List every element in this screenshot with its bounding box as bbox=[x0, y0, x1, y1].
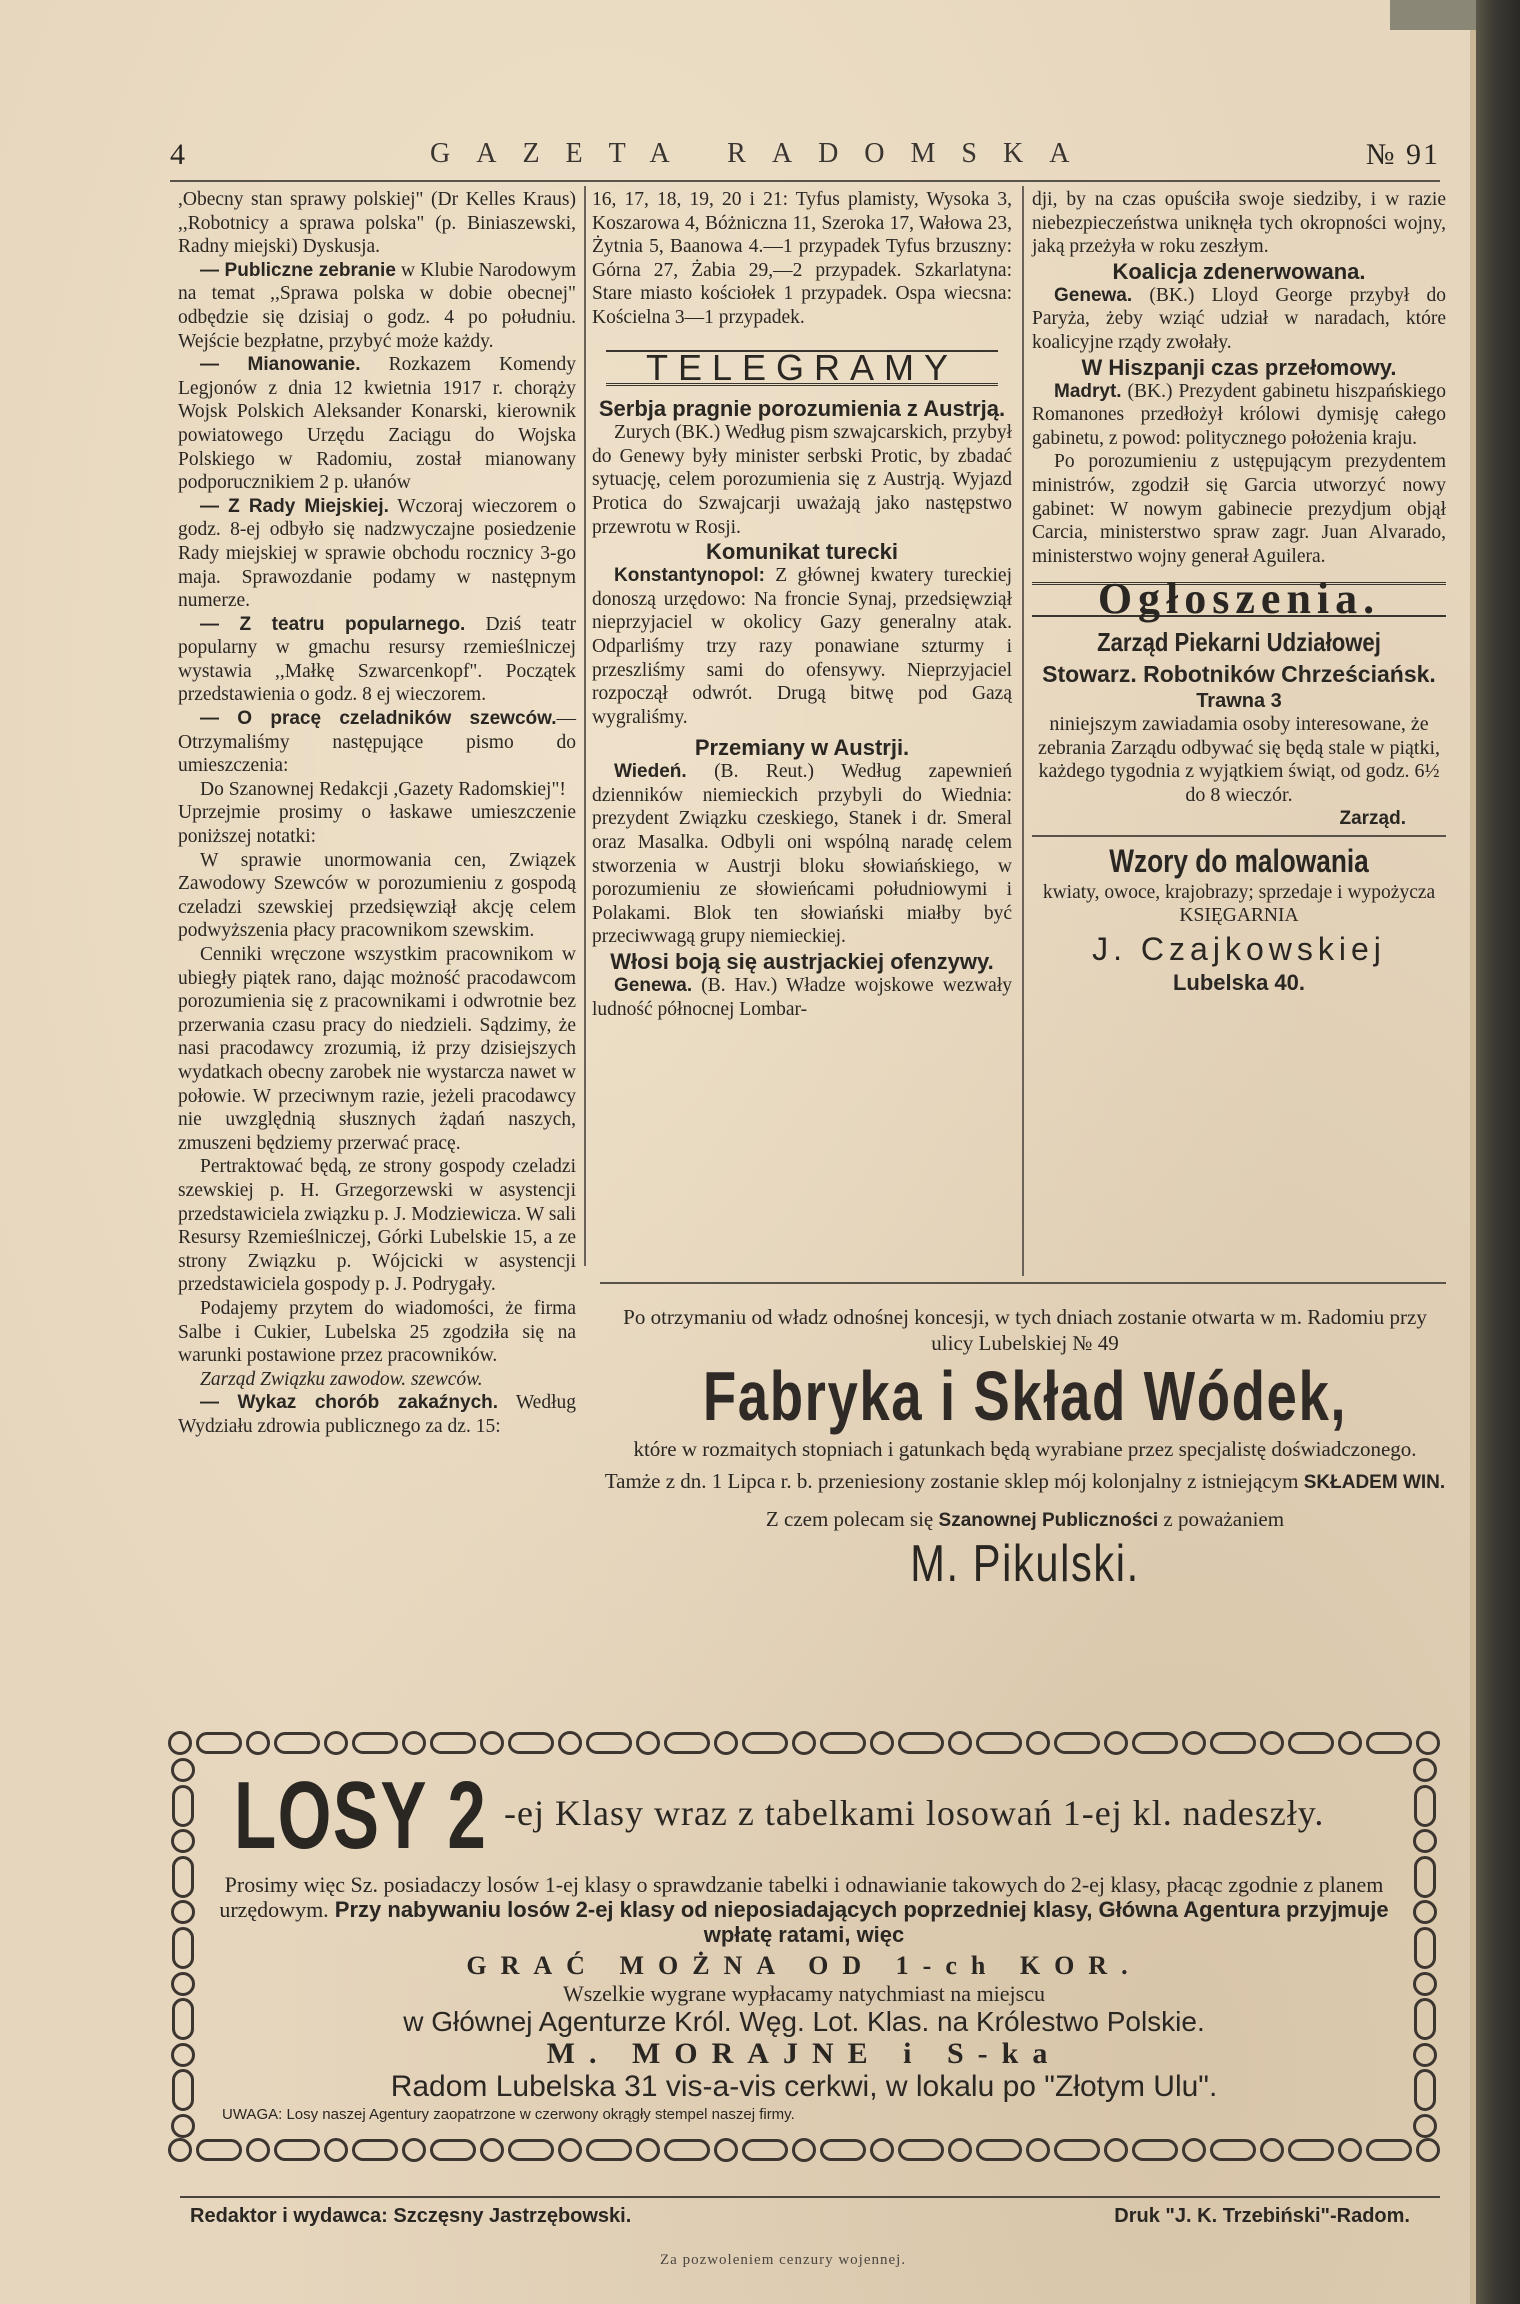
paragraph: Według Wydziału zdrowia publicznego za dz. 15: bbox=[178, 1392, 576, 1437]
chain-link bbox=[168, 2138, 192, 2162]
chain-link bbox=[171, 1900, 195, 1924]
paragraph: Do Szanownej Redakcji ,Gazety Radomskiej"! bbox=[200, 778, 566, 800]
paragraph: Z głównej kwatery tureckiej donoszą urzędowo: Na froncie Synaj, przedsięwziął nieprzyjaciel w okolicy Gazy generalny atak. Odparliśmy trzy razy ponawiane szturmy i przeszliśmy sami do ofensywy. Nieprzyjaciel rozpoczął odwrót. Drugą bitwę pod Gazą wygraliśmy. bbox=[592, 565, 1012, 728]
paragraph: w Klubie Narodowym na temat ,,Sprawa polska w dobie obecnej" odbędzie się dzisiaj o godz. 4 po południu. Wejście bezpłatne, przybyć może każdy. bbox=[178, 259, 576, 352]
page-number: 4 bbox=[170, 138, 187, 171]
headline: — Z teatru popularnego. bbox=[200, 613, 466, 635]
chain-link bbox=[1026, 2138, 1050, 2162]
chain-link bbox=[402, 2138, 426, 2162]
chain-link bbox=[402, 1731, 426, 1755]
chain-link bbox=[1413, 1758, 1437, 1782]
chain-link bbox=[586, 1732, 632, 1754]
ad-address: Trawna 3 bbox=[1196, 689, 1282, 712]
ad-description: które w rozmaitych stopniach i gatunkach będą wyrabiane przez specjalistę doświadczonego. bbox=[633, 1437, 1417, 1461]
dateline: Genewa. bbox=[1054, 284, 1133, 306]
section-title-telegramy: TELEGRAMY bbox=[606, 350, 998, 387]
chain-link bbox=[324, 2138, 348, 2162]
chain-link bbox=[1414, 2069, 1436, 2111]
chain-link bbox=[948, 1731, 972, 1755]
headline: — Wykaz chorób zakaźnych. bbox=[200, 1392, 499, 1414]
chain-link bbox=[1413, 2043, 1437, 2067]
chain-link bbox=[1104, 2138, 1128, 2162]
chain-link bbox=[1414, 1856, 1436, 1898]
ad-body: kwiaty, owoce, krajobrazy; sprzedaje i wypożycza bbox=[1042, 881, 1436, 903]
ad-signature: Zarząd. bbox=[1339, 808, 1406, 830]
paragraph: Wczoraj wieczorem o godz. 8-ej odbyło się nadzwyczajne posiedzenie Rady miejskiej w sprawie obchodu rocznicy 3-go maja. Sprawozdanie podamy w następnym numerze. bbox=[178, 495, 576, 612]
article-mianowanie bbox=[178, 353, 576, 495]
chain-link bbox=[246, 2138, 270, 2162]
chain-link bbox=[976, 2139, 1022, 2161]
chain-link bbox=[1414, 1927, 1436, 1969]
article-praca bbox=[178, 707, 576, 778]
chain-link bbox=[1054, 1732, 1100, 1754]
chain-link bbox=[1132, 1732, 1178, 1754]
chain-link bbox=[1338, 2138, 1362, 2162]
chain-link bbox=[586, 2139, 632, 2161]
chain-link bbox=[172, 1998, 194, 2040]
chain-link bbox=[352, 1732, 398, 1754]
chain-link bbox=[558, 1731, 582, 1755]
headline: — O pracę czeladników szewców. bbox=[200, 708, 557, 730]
chain-link bbox=[1182, 2138, 1206, 2162]
chain-link bbox=[742, 1732, 788, 1754]
chain-link bbox=[172, 1785, 194, 1827]
issue-number: № 91 bbox=[1365, 138, 1440, 171]
article-wlosi bbox=[592, 974, 1012, 1021]
paragraph: dji, by na czas opuściła swoje siedziby, i w razie niebezpieczeństwa uniknęła tych okropności wojny, jaką przeżyła w roku zeszłym. bbox=[1032, 189, 1446, 258]
article-koalicja bbox=[1032, 284, 1446, 355]
losy-firm: M. MORAJNE i S-ka bbox=[546, 2037, 1062, 2070]
chain-link bbox=[1416, 1731, 1440, 1755]
chain-link bbox=[1260, 2138, 1284, 2162]
ad-subtitle: Stowarz. Robotników Chrześciańsk. bbox=[1042, 660, 1436, 687]
chain-border-left bbox=[168, 1758, 198, 2138]
chain-link bbox=[324, 1731, 348, 1755]
paragraph: Dziś teatr popularny w gmachu resursy rzemieślniczej wystawia ,,Małkę Szwarcenkopf". Początek przedstawienia o godz. 8 ej wieczorem. bbox=[178, 613, 576, 706]
chain-link bbox=[1026, 1731, 1050, 1755]
chain-link bbox=[1182, 1731, 1206, 1755]
chain-link bbox=[171, 2043, 195, 2067]
column-rule bbox=[1022, 186, 1024, 1276]
chain-link bbox=[171, 2114, 195, 2138]
chain-link bbox=[714, 1731, 738, 1755]
ad-title: Fabryka i Skład Wódek, bbox=[702, 1357, 1348, 1435]
losy-grac: GRAĆ MOŻNA OD 1-ch KOR. bbox=[466, 1951, 1142, 1980]
chain-link bbox=[1260, 1731, 1284, 1755]
headline: Komunikat turecki bbox=[706, 539, 898, 565]
chain-link bbox=[714, 2138, 738, 2162]
fabryka-ad bbox=[600, 1304, 1450, 1594]
chain-link bbox=[742, 2139, 788, 2161]
chain-link bbox=[480, 2138, 504, 2162]
signature: Zarząd Związku zawodow. szewców. bbox=[200, 1368, 483, 1390]
headline: — Publiczne zebranie bbox=[200, 259, 396, 281]
ad-title: Zarząd Piekarni Udziałowej bbox=[1097, 626, 1381, 657]
paragraph: W sprawie unormowania cen, Związek Zawodowy Szewców w porozumieniu z gospodą czeladzi szewskiej przedsięwziął akcję celem podwyższenia płacy pracownikom szewskim. bbox=[178, 849, 576, 942]
column-1 bbox=[178, 188, 576, 1438]
paragraph: Po porozumieniu z ustępującym prezydentem ministrów, zgodził się Garcia utworzyć nowy gabinet: W nowym gabinecie prezydjum objął Carcia, ministerstwo spraw zagr. Juan Alvarado, ministerstwo wojny generał Aguilera. bbox=[1032, 451, 1446, 567]
chain-link bbox=[820, 1732, 866, 1754]
headline: — Mianowanie. bbox=[200, 354, 361, 376]
dateline: Wiedeń. bbox=[614, 761, 687, 783]
paragraph: ,Obecny stan sprawy polskiej" (Dr Kelles Kraus) ,,Robotnicy a sprawa polska" (p. Biniaszewski, Radny miejski) Dyskusja. bbox=[178, 189, 576, 258]
chain-link bbox=[1413, 1829, 1437, 1853]
text: Tamże z dn. 1 Lipca r. b. przeniesiony zostanie sklep mój kolonjalny z istniejącym bbox=[604, 1469, 1304, 1493]
chain-link bbox=[898, 1732, 944, 1754]
article-zebranie bbox=[178, 259, 576, 353]
chain-link bbox=[171, 1758, 195, 1782]
footer-rule bbox=[180, 2196, 1440, 2198]
headline: — Z Rady Miejskiej. bbox=[200, 495, 389, 517]
chain-link bbox=[1413, 2114, 1437, 2138]
chain-link bbox=[664, 2139, 710, 2161]
section-title-ogloszenia: Ogłoszenia. bbox=[1032, 582, 1446, 617]
losy-ad bbox=[168, 1728, 1440, 2165]
dateline: Konstantynopol: bbox=[614, 565, 765, 587]
printer-credit: Druk "J. K. Trzebiński"-Radom. bbox=[1114, 2205, 1410, 2227]
dateline: Madryt. bbox=[1054, 380, 1122, 402]
paragraph: Uprzejmie prosimy o łaskawe umieszczenie poniższej notatki: bbox=[178, 802, 576, 848]
article-teatr bbox=[178, 613, 576, 707]
chain-link bbox=[976, 1732, 1022, 1754]
chain-link bbox=[1414, 1785, 1436, 1827]
paragraph: Wszelkie wygrane wypłacamy natychmiast na miejscu bbox=[563, 1981, 1045, 2006]
losy-address: Radom Lubelska 31 vis-a-vis cerkwi, w lokalu po "Złotym Ulu". bbox=[390, 2070, 1218, 2103]
article-przemiany bbox=[592, 760, 1012, 949]
chain-link bbox=[352, 2139, 398, 2161]
chain-link bbox=[274, 2139, 320, 2161]
chain-link bbox=[1288, 2139, 1334, 2161]
chain-link bbox=[664, 1732, 710, 1754]
chain-link bbox=[508, 2139, 554, 2161]
chain-link bbox=[1413, 1972, 1437, 1996]
chain-link bbox=[1104, 1731, 1128, 1755]
paragraph: Rozkazem Komendy Legjonów z dnia 12 kwietnia 1917 r. chorąży Wojsk Polskich Aleksander Konarski, kierownik powiatowego Urzędu Zaciągu do Wojska Polskiego w Radomiu, został mianowany podporucznikiem 2 p. ułanów bbox=[178, 354, 576, 494]
losy-body bbox=[212, 1872, 1396, 2123]
chain-border-right bbox=[1410, 1758, 1440, 2138]
chain-link bbox=[792, 1731, 816, 1755]
chain-link bbox=[172, 2069, 194, 2111]
chain-link bbox=[171, 1829, 195, 1853]
losy-headline: -ej Klasy wraz z tabelkami losowań 1-ej kl. nadeszły. bbox=[504, 1793, 1325, 1833]
masthead-title: GAZETA RADOMSKA bbox=[430, 138, 1096, 169]
column-3 bbox=[1032, 188, 1446, 995]
article-wykaz bbox=[178, 1391, 576, 1438]
paragraph: Zurych (BK.) Według pism szwajcarskich, przybył do Genewy były minister serbski Protic, by zbadać sytuację, celem porozumienia się z Austrją. Wyjazd Protica do Szwajcarji uważają jako następstwo przewrotu w Rosji. bbox=[592, 422, 1012, 538]
chain-link bbox=[1210, 1732, 1256, 1754]
ad-shop-name: J. Czajkowskiej bbox=[1092, 931, 1386, 968]
header-rule bbox=[170, 180, 1440, 182]
losy-big-title: LOSY 2 bbox=[234, 1762, 488, 1869]
ad-intro: Po otrzymaniu od władz odnośnej koncesji, w tych dniach zostanie otwarta w m. Radomiu przy ulicy Lubelskiej № 49 bbox=[623, 1305, 1427, 1355]
ad-recommend bbox=[600, 1506, 1450, 1534]
article-rada bbox=[178, 495, 576, 613]
chain-link bbox=[1288, 1732, 1334, 1754]
paragraph bbox=[212, 1872, 1396, 1947]
text-bold: SKŁADEM WIN. bbox=[1303, 1472, 1446, 1493]
ad-move-note bbox=[600, 1468, 1450, 1496]
chain-link bbox=[480, 1731, 504, 1755]
text-bold: Szanownej Publiczności bbox=[938, 1510, 1159, 1531]
headline: Serbja pragnie porozumienia z Austrją. bbox=[598, 396, 1006, 422]
text: Prosimy więc Sz. posiadaczy losów 1-ej klasy o sprawdzanie tabelki i odnawianie takowych do 2-ej klasy, płacąc zgodnie z planem urzędowym. bbox=[219, 1872, 1384, 1922]
headline: Włosi boją się austrjackiej ofenzywy. bbox=[610, 949, 994, 975]
losy-agent: w Głównej Agenturze Król. Węg. Lot. Klas. na Królestwo Polskie. bbox=[403, 2006, 1205, 2037]
text: Z czem polecam się bbox=[765, 1507, 939, 1531]
chain-link bbox=[172, 1927, 194, 1969]
binding-spine bbox=[1476, 0, 1520, 2304]
chain-link bbox=[196, 2139, 242, 2161]
paragraph: (BK.) Prezydent gabinetu hiszpańskiego Romanones przedłożył królowi dymisję całego gabinetu, z powod: politycznego położenia kraju. bbox=[1032, 380, 1446, 449]
paragraph: Pertraktować będą, ze strony gospody czeladzi szewskiej p. H. Grzegorzewski w asystencji przedstawiciela związku p. J. Modziewicza. W sali Resursy Rzemieślniczej, Górki Lubelskie 15, a ze strony Związku p. Wójcicki w asystencji przedstawiciela gospody p. J. Podrygały. bbox=[178, 1156, 576, 1296]
chain-link bbox=[1366, 1732, 1412, 1754]
divider bbox=[1032, 835, 1446, 837]
chain-link bbox=[172, 1856, 194, 1898]
chain-link bbox=[274, 1732, 320, 1754]
chain-link bbox=[636, 1731, 660, 1755]
headline: Koalicja zdenerwowana. bbox=[1112, 258, 1366, 284]
chain-link bbox=[1416, 2138, 1440, 2162]
paragraph: Podajemy przytem do wiadomości, że firma Salbe i Cukier, Lubelska 25 zgodziła się na warunki postawione przez pracowników. bbox=[178, 1297, 576, 1367]
chain-link bbox=[1132, 2139, 1178, 2161]
ad-signature: M. Pikulski. bbox=[910, 1535, 1140, 1593]
paragraph: (B. Hav.) Władze wojskowe wezwały ludność północnej Lombar- bbox=[592, 975, 1012, 1020]
chain-link bbox=[1366, 2139, 1412, 2161]
chain-link bbox=[196, 1732, 242, 1754]
chain-link bbox=[246, 1731, 270, 1755]
chain-link bbox=[1414, 1998, 1436, 2040]
chain-link bbox=[870, 1731, 894, 1755]
censor-note: Za pozwoleniem cenzury wojennej. bbox=[660, 2252, 907, 2268]
article-hiszpanja bbox=[1032, 380, 1446, 451]
chain-link bbox=[430, 1732, 476, 1754]
text: z poważaniem bbox=[1158, 1507, 1285, 1531]
ad-address: Lubelska 40. bbox=[1172, 970, 1306, 996]
paragraph: 16, 17, 18, 19, 20 i 21: Tyfus plamisty, Wysoka 3, Koszarowa 4, Bóżniczna 11, Szeroka 17, Wałowa 23, Żytnia 5, Baanowa 4.—1 przypadek Tyfus brzuszny: Górna 27, Żabia 29,—2 przypadek. Szkarlatyna: Stare miasto kościołek 1 przypadek. Ospa wiecsna: Kościelna 3—1 przypadek. bbox=[592, 189, 1012, 328]
chain-link bbox=[636, 2138, 660, 2162]
chain-link bbox=[792, 2138, 816, 2162]
losy-note: UWAGA: Losy naszej Agentury zaopatrzone w czerwony okrągły stempel naszej firmy. bbox=[222, 2106, 795, 2123]
chain-link bbox=[1210, 2139, 1256, 2161]
chain-link bbox=[1338, 1731, 1362, 1755]
divider bbox=[600, 1282, 1446, 1284]
chain-link bbox=[558, 2138, 582, 2162]
chain-link bbox=[508, 1732, 554, 1754]
ad-shop: KSIĘGARNIA bbox=[1179, 905, 1299, 927]
text-bold: Przy nabywaniu losów 2-ej klasy od nieposiadających poprzedniej klasy, Główna Agentura przyjmuje wpłatę ratami, więc bbox=[328, 1897, 1389, 1947]
paragraph: — Otrzymaliśmy następujące pismo do umieszczenia: bbox=[178, 708, 576, 777]
ad-title: Wzory do malowania bbox=[1109, 842, 1369, 879]
headline: Przemiany w Austrji. bbox=[694, 735, 910, 761]
corner-tab bbox=[1390, 0, 1476, 30]
column-2 bbox=[592, 188, 1012, 1021]
chain-link bbox=[948, 2138, 972, 2162]
headline: W Hiszpanji czas przełomowy. bbox=[1081, 354, 1397, 380]
chain-link bbox=[171, 1972, 195, 1996]
chain-link bbox=[870, 2138, 894, 2162]
paragraph: Cenniki wręczone wszystkim pracownikom w ubiegły piątek rano, dając możność pracodawcom porozumienia się z pracownikami i odwrotnie bez przerwania czasu pracy do niedzieli. Sądzimy, że nasi pracodawcy zrozumią, iż przy dzisiejszych wydatkach obecny zarobek nie wystarcza nawet w połowie. W przeciwnym razie, jeżeli pracodawcy nie uwzględnią słusznych żądań naszych, zmuszeni będziemy przerwać pracę. bbox=[178, 944, 576, 1154]
losy-content bbox=[212, 1762, 1396, 2128]
chain-link bbox=[820, 2139, 866, 2161]
article-komunikat bbox=[592, 564, 1012, 729]
dateline: Genewa. bbox=[614, 975, 693, 997]
chain-link bbox=[898, 2139, 944, 2161]
page-header bbox=[160, 138, 1440, 178]
paragraph: (B. Reut.) Według zapewnień dzienników niemieckich przybyli do Wiednia: prezydent Związku czeskiego, Stanek i dr. Smeral oraz Masalka. Odbyli oni wspólną naradę celem stworzenia w Austrji bloku słowiańskiego, w porozumieniu ze słowieńcami południowymi i Polakami. Blok ten słowiański miałby być przeciwwagą grupy niemieckiej. bbox=[592, 761, 1012, 948]
chain-link bbox=[1413, 1900, 1437, 1924]
paragraph: (BK.) Lloyd George przybył do Paryża, żeby wziąć udział w naradach, które koalicyjne rządy zwołały. bbox=[1032, 284, 1446, 353]
chain-link bbox=[430, 2139, 476, 2161]
ad-body: niniejszym zawiadamia osoby interesowane, że zebrania Zarządu odbywać się będą stale w piątki, każdego tygodnia z wyjątkiem świąt, od godz. 6½ do 8 wieczór. bbox=[1037, 712, 1441, 806]
chain-link bbox=[168, 1731, 192, 1755]
footer bbox=[190, 2205, 1430, 2235]
chain-border-top bbox=[168, 1728, 1440, 1758]
chain-link bbox=[1054, 2139, 1100, 2161]
column-rule bbox=[584, 186, 586, 1266]
chain-border-bottom bbox=[168, 2135, 1440, 2165]
editor-credit: Redaktor i wydawca: Szczęsny Jastrzębowski. bbox=[190, 2205, 632, 2227]
